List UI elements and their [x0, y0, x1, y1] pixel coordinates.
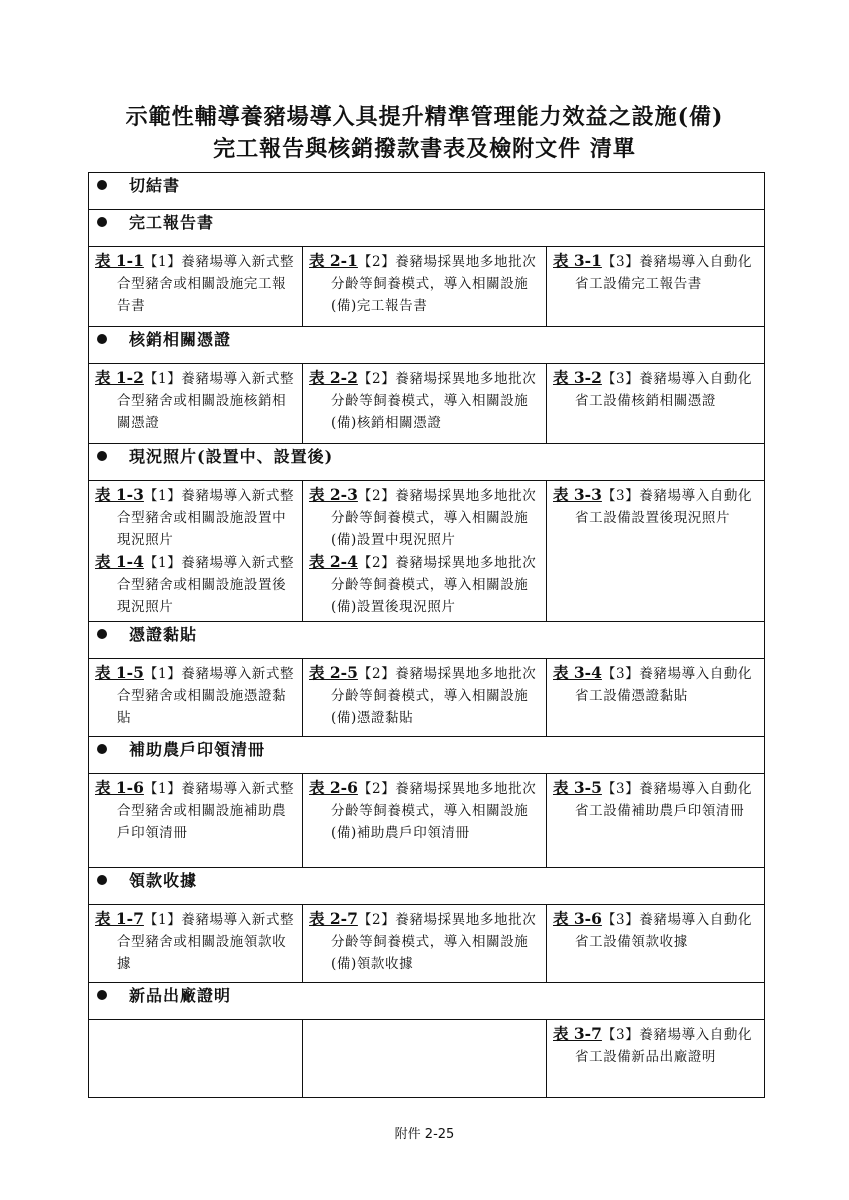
- section-heading-cell: [89, 210, 765, 247]
- section-heading-cell: [89, 327, 765, 364]
- form-code: 表 2-6: [309, 778, 358, 797]
- form-code: 表 1-6: [95, 778, 144, 797]
- form-entry: [309, 662, 542, 729]
- section-heading: [89, 737, 764, 760]
- form-code: 表 3-5: [553, 778, 602, 797]
- section-row: [89, 983, 765, 1020]
- section-heading: [89, 444, 764, 467]
- form-code: 表 2-1: [309, 251, 358, 270]
- form-code: 表 1-5: [95, 663, 144, 682]
- section-title: 現況照片(設置中、設置後): [129, 447, 334, 466]
- form-code: 表 3-2: [553, 368, 602, 387]
- form-description: 【1】養豬場導入新式整合型豬舍或相關設施領款收據: [117, 912, 295, 972]
- form-cell-content: [547, 247, 764, 298]
- form-cell: [89, 481, 303, 622]
- section-row: [89, 444, 765, 481]
- section-title: 新品出廠證明: [129, 986, 232, 1005]
- bullet-icon: [97, 451, 107, 461]
- form-cell: [547, 659, 765, 737]
- form-cell: [89, 1020, 303, 1098]
- bullet-icon: [97, 990, 107, 1000]
- form-entry: [95, 908, 298, 975]
- form-cell-content: [89, 247, 302, 320]
- form-description: 【2】養豬場採異地多地批次分齡等飼養模式，導入相關設施(備)領款收據: [331, 912, 537, 972]
- form-cell-content: [303, 364, 546, 437]
- section-heading-cell: [89, 983, 765, 1020]
- section-title: 切結書: [129, 176, 181, 195]
- form-cell: [303, 481, 547, 622]
- form-description: 【2】養豬場採異地多地批次分齡等飼養模式，導入相關設施(備)憑證黏貼: [331, 666, 537, 726]
- form-entry: [309, 250, 542, 317]
- form-cell: [89, 774, 303, 868]
- form-entry: [95, 250, 298, 317]
- bullet-icon: [97, 875, 107, 885]
- section-row: [89, 173, 765, 210]
- form-code: 表 1-1: [95, 251, 144, 270]
- form-code: 表 1-4: [95, 552, 144, 571]
- form-description: 【2】養豬場採異地多地批次分齡等飼養模式，導入相關設施(備)補助農戶印領清冊: [331, 781, 537, 841]
- form-code: 表 3-7: [553, 1024, 602, 1043]
- form-description: 【2】養豬場採異地多地批次分齡等飼養模式，導入相關設施(備)核銷相關憑證: [331, 371, 537, 431]
- form-description: 【3】養豬場導入自動化省工設備補助農戶印領清冊: [575, 781, 753, 819]
- bullet-icon: [97, 334, 107, 344]
- form-cell-content: [547, 364, 764, 415]
- form-cell-content: [303, 774, 546, 847]
- form-entry: [95, 484, 298, 551]
- form-code: 表 2-2: [309, 368, 358, 387]
- forms-row: [89, 659, 765, 737]
- form-cell-content: [89, 481, 302, 621]
- forms-row: [89, 364, 765, 444]
- form-cell: [89, 247, 303, 327]
- form-description: 【2】養豬場採異地多地批次分齡等飼養模式，導入相關設施(備)設置中現況照片: [331, 488, 537, 548]
- forms-row: [89, 905, 765, 983]
- form-description: 【1】養豬場導入新式整合型豬舍或相關設施設置後現況照片: [117, 555, 295, 615]
- form-cell: [547, 905, 765, 983]
- form-entry: [95, 777, 298, 844]
- form-cell-content: [89, 1020, 302, 1026]
- form-description: 【1】養豬場導入新式整合型豬舍或相關設施設置中現況照片: [117, 488, 295, 548]
- bullet-icon: [97, 744, 107, 754]
- form-cell: [547, 247, 765, 327]
- form-code: 表 3-6: [553, 909, 602, 928]
- section-heading: [89, 173, 764, 196]
- document-checklist-table: [88, 172, 765, 1098]
- form-code: 表 3-4: [553, 663, 602, 682]
- section-heading: [89, 210, 764, 233]
- section-title: 核銷相關憑證: [129, 330, 232, 349]
- form-code: 表 2-3: [309, 485, 358, 504]
- form-entry: [95, 662, 298, 729]
- section-heading-cell: [89, 622, 765, 659]
- form-cell-content: [303, 481, 546, 621]
- form-cell: [89, 364, 303, 444]
- section-row: [89, 210, 765, 247]
- form-description: 【3】養豬場導入自動化省工設備新品出廠證明: [575, 1027, 753, 1065]
- form-description: 【3】養豬場導入自動化省工設備憑證黏貼: [575, 666, 753, 704]
- form-cell: [547, 774, 765, 868]
- section-heading-cell: [89, 737, 765, 774]
- form-entry: [553, 908, 760, 953]
- form-entry: [553, 662, 760, 707]
- section-heading: [89, 622, 764, 645]
- form-cell-content: [303, 1020, 546, 1026]
- form-description: 【1】養豬場導入新式整合型豬舍或相關設施完工報告書: [117, 254, 295, 314]
- section-title: 憑證黏貼: [129, 625, 198, 644]
- form-cell-content: [89, 905, 302, 978]
- form-entry: [95, 551, 298, 618]
- bullet-icon: [97, 217, 107, 227]
- form-cell-content: [547, 1020, 764, 1071]
- section-heading-cell: [89, 173, 765, 210]
- section-row: [89, 622, 765, 659]
- form-cell: [303, 1020, 547, 1098]
- page-footer: 附件 2-25: [394, 1127, 455, 1142]
- form-description: 【1】養豬場導入新式整合型豬舍或相關設施憑證黏貼: [117, 666, 295, 726]
- form-entry: [553, 250, 760, 295]
- form-cell: [547, 1020, 765, 1098]
- form-description: 【3】養豬場導入自動化省工設備設置後現況照片: [575, 488, 753, 526]
- form-description: 【3】養豬場導入自動化省工設備核銷相關憑證: [575, 371, 753, 409]
- form-code: 表 1-7: [95, 909, 144, 928]
- section-title: 領款收據: [129, 871, 198, 890]
- form-description: 【2】養豬場採異地多地批次分齡等飼養模式，導入相關設施(備)設置後現況照片: [331, 555, 537, 615]
- form-entry: [309, 908, 542, 975]
- form-entry: [553, 484, 760, 529]
- form-cell: [547, 364, 765, 444]
- section-heading: [89, 983, 764, 1006]
- section-heading: [89, 327, 764, 350]
- bullet-icon: [97, 180, 107, 190]
- form-cell-content: [89, 774, 302, 847]
- form-cell: [303, 364, 547, 444]
- form-cell-content: [547, 774, 764, 825]
- document-title-line-1: 示範性輔導養豬場導入具提升精準管理能力效益之設施(備): [125, 104, 724, 130]
- form-code: 表 2-5: [309, 663, 358, 682]
- forms-row: [89, 247, 765, 327]
- section-title: 完工報告書: [129, 213, 215, 232]
- form-cell: [89, 905, 303, 983]
- form-cell: [303, 774, 547, 868]
- form-code: 表 1-2: [95, 368, 144, 387]
- form-cell: [303, 905, 547, 983]
- form-entry: [553, 777, 760, 822]
- form-cell-content: [89, 364, 302, 437]
- form-description: 【3】養豬場導入自動化省工設備領款收據: [575, 912, 753, 950]
- form-cell: [547, 481, 765, 622]
- form-entry: [95, 367, 298, 434]
- section-heading-cell: [89, 868, 765, 905]
- form-cell-content: [303, 905, 546, 978]
- forms-row: [89, 481, 765, 622]
- form-cell-content: [303, 659, 546, 732]
- form-entry: [309, 484, 542, 551]
- form-cell-content: [303, 247, 546, 320]
- form-cell: [303, 659, 547, 737]
- form-entry: [309, 551, 542, 618]
- form-cell: [303, 247, 547, 327]
- section-row: [89, 327, 765, 364]
- form-entry: [553, 1023, 760, 1068]
- form-code: 表 2-7: [309, 909, 358, 928]
- form-code: 表 2-4: [309, 552, 358, 571]
- form-cell-content: [547, 905, 764, 956]
- forms-row: [89, 774, 765, 868]
- section-row: [89, 868, 765, 905]
- form-code: 表 3-3: [553, 485, 602, 504]
- section-heading: [89, 868, 764, 891]
- section-title: 補助農戶印領清冊: [129, 740, 266, 759]
- form-entry: [553, 367, 760, 412]
- form-entry: [309, 367, 542, 434]
- form-description: 【1】養豬場導入新式整合型豬舍或相關設施補助農戶印領清冊: [117, 781, 295, 841]
- bullet-icon: [97, 629, 107, 639]
- form-cell-content: [547, 659, 764, 710]
- form-entry: [309, 777, 542, 844]
- document-title-line-2: 完工報告與核銷撥款書表及檢附文件 清單: [213, 136, 636, 162]
- form-description: 【3】養豬場導入自動化省工設備完工報告書: [575, 254, 753, 292]
- form-cell-content: [547, 481, 764, 532]
- form-code: 表 1-3: [95, 485, 144, 504]
- section-heading-cell: [89, 444, 765, 481]
- form-cell-content: [89, 659, 302, 732]
- section-row: [89, 737, 765, 774]
- form-code: 表 3-1: [553, 251, 602, 270]
- form-description: 【1】養豬場導入新式整合型豬舍或相關設施核銷相關憑證: [117, 371, 295, 431]
- form-description: 【2】養豬場採異地多地批次分齡等飼養模式，導入相關設施(備)完工報告書: [331, 254, 537, 314]
- form-cell: [89, 659, 303, 737]
- forms-row: [89, 1020, 765, 1098]
